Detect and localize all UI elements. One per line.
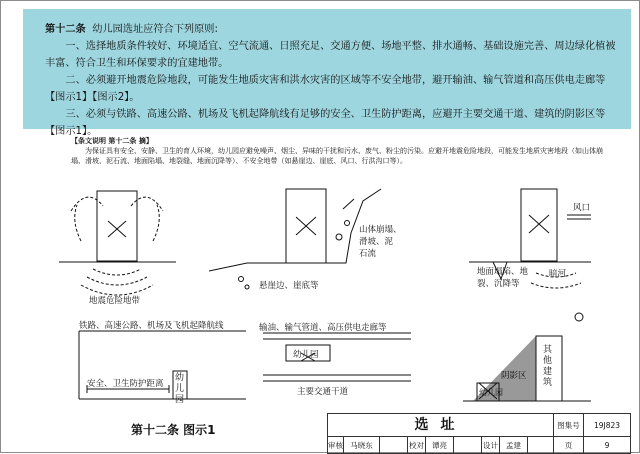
figure-caption: 第十二条 图示1: [131, 423, 216, 437]
label-other-building: 其他建筑: [543, 345, 553, 388]
review-label: 审核: [328, 437, 344, 454]
label-rail: 铁路、高速公路、机场及飞机起降航线: [79, 321, 224, 331]
design-signature: [528, 437, 554, 454]
rule-item-2: 二、必须避开地震危险地段，可能发生地质灾害和洪水灾害的区域等不安全地带，避开输油、输气管道和高压供电走廊等【图示1】【图示2】。: [45, 75, 606, 103]
label-shadow: 阴影区: [501, 371, 527, 381]
label-kindergarten-3: 幼儿园: [479, 388, 503, 397]
label-ground-2: 裂、沉降等: [477, 279, 520, 289]
checker: 谭亮: [426, 437, 454, 454]
review-signature: [380, 437, 408, 454]
rule-intro-text: 幼儿园选址应符合下列原则:: [92, 24, 218, 35]
page-label: 页: [554, 437, 584, 454]
design-label: 设计: [482, 437, 500, 454]
label-flood: 暗河: [549, 269, 567, 279]
label-kindergarten-2: 幼儿园: [293, 350, 319, 360]
label-road: 主要交通干道: [297, 387, 349, 397]
building-earthquake: [97, 191, 137, 261]
designer: 孟建: [500, 437, 528, 454]
label-landslide-2: 滑坡、泥: [359, 237, 394, 247]
explanation-text: 为保证具有安全、安静、卫生的育人环境，幼儿园应避免噪声、烟尘、异味的干扰和污水、废气、粉尘的污染。应避开地震危险地段，可能发生地质灾害地段（如山体崩塌、滑坡、泥石流、地面陷塌、地裂缝、地面沉降等）、不安全地带（如悬崖边、崖底、风口、行洪沟口等）。: [71, 147, 603, 165]
title-block: [327, 413, 631, 454]
atlas-number: 19J823: [584, 414, 630, 437]
label-pipes: 输油、输气管道、高压供电走廊等: [259, 323, 387, 333]
explanation-heading: 【条文说明 第十二条 摘】: [71, 137, 153, 145]
label-kindergarten-1: 幼儿园: [175, 373, 185, 405]
title-block-title: 选址: [328, 414, 554, 437]
check-signature: [454, 437, 482, 454]
label-earthquake: 地震危险地带: [89, 296, 141, 306]
label-cliff: 悬崖边、崖底等: [259, 281, 319, 291]
label-distance: 安全、卫生防护距离: [87, 379, 164, 389]
rule-heading: 第十二条: [45, 24, 86, 35]
label-landslide-1: 山体崩塌、: [359, 225, 402, 235]
label-wind: 风口: [573, 203, 591, 213]
reviewer: 马晓东: [344, 437, 380, 454]
check-label: 校对: [408, 437, 426, 454]
rule-item-1: 一、选择地质条件较好、环境适宜、空气流通、日照充足、交通方便、场地平整、排水通畅、基础设施完善、周边绿化植被丰富、符合卫生和环保要求的宜建地带。: [45, 41, 616, 69]
label-ground-1: 地面塌陷、地: [477, 267, 529, 277]
page-number: 9: [604, 441, 610, 450]
label-landslide-3: 石流: [359, 249, 377, 259]
atlas-label: 图集号: [554, 414, 584, 437]
rule-item-3: 三、必须与铁路、高速公路、机场及飞机起降航线有足够的安全、卫生防护距离，应避开主要交通干道、建筑的阴影区等【图示1】。: [45, 109, 606, 137]
building-wind: [521, 189, 557, 261]
